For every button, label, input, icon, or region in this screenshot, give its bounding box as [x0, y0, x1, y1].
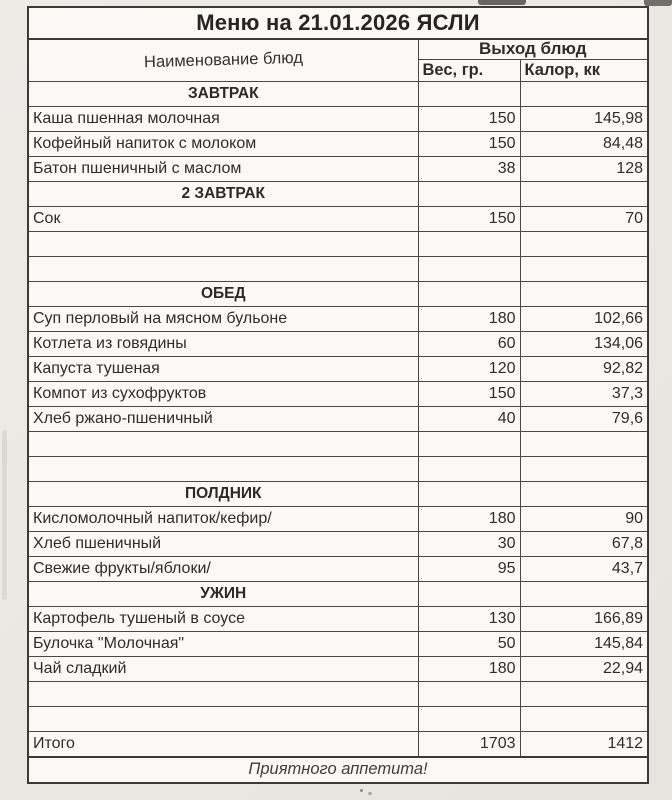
dish-weight: 60: [418, 332, 520, 357]
dish-name: Капуста тушеная: [28, 357, 418, 382]
dish-name: Свежие фрукты/яблоки/: [28, 557, 418, 582]
footer-note: Приятного аппетита!: [28, 757, 648, 783]
dish-name: Хлеб пшеничный: [28, 532, 418, 557]
dish-name: Булочка "Молочная": [28, 632, 418, 657]
dish-calories: 22,94: [520, 657, 648, 682]
total-weight: 1703: [418, 732, 520, 757]
empty-cell: [418, 457, 520, 482]
empty-cell: [28, 682, 418, 707]
dish-name: Кисломолочный напиток/кефир/: [28, 507, 418, 532]
menu-item-row: [28, 132, 648, 157]
empty-cell: [28, 232, 418, 257]
calories-column-header: Калор, кк: [520, 60, 648, 82]
dish-weight: 40: [418, 407, 520, 432]
empty-row: [28, 432, 648, 457]
dish-name: Кофейный напиток с молоком: [28, 132, 418, 157]
dish-name: Чай сладкий: [28, 657, 418, 682]
empty-cell: [520, 257, 648, 282]
empty-calories-cell: [520, 182, 648, 207]
header-row: [28, 39, 648, 60]
dish-weight: 150: [418, 207, 520, 232]
dish-weight: 180: [418, 657, 520, 682]
empty-weight-cell: [418, 182, 520, 207]
dish-calories: 128: [520, 157, 648, 182]
section-row: [28, 282, 648, 307]
menu-item-row: [28, 507, 648, 532]
dish-name: Сок: [28, 207, 418, 232]
name-column-header: Наименование блюд: [143, 49, 303, 72]
section-label: УЖИН: [28, 582, 418, 607]
dish-weight: 150: [418, 107, 520, 132]
output-group-header: Выход блюд: [418, 39, 648, 60]
empty-row: [28, 682, 648, 707]
section-row: [28, 582, 648, 607]
scan-artifact-bottom: [360, 788, 380, 796]
empty-cell: [520, 432, 648, 457]
menu-item-row: [28, 157, 648, 182]
scan-artifact-edge: [2, 430, 7, 600]
menu-item-row: [28, 407, 648, 432]
menu-item-row: [28, 107, 648, 132]
dish-calories: 102,66: [520, 307, 648, 332]
dish-weight: 150: [418, 382, 520, 407]
dish-weight: 38: [418, 157, 520, 182]
empty-cell: [418, 707, 520, 732]
dish-name: Батон пшеничный с маслом: [28, 157, 418, 182]
dish-weight: 130: [418, 607, 520, 632]
dish-name: Компот из сухофруктов: [28, 382, 418, 407]
dish-calories: 90: [520, 507, 648, 532]
footer-row: [28, 757, 648, 783]
menu-item-row: [28, 307, 648, 332]
dish-weight: 30: [418, 532, 520, 557]
empty-weight-cell: [418, 82, 520, 107]
menu-item-row: [28, 332, 648, 357]
dish-calories: 79,6: [520, 407, 648, 432]
empty-cell: [418, 257, 520, 282]
menu-item-row: [28, 607, 648, 632]
section-label: 2 ЗАВТРАК: [28, 182, 418, 207]
section-row: [28, 482, 648, 507]
dish-calories: 43,7: [520, 557, 648, 582]
empty-row: [28, 457, 648, 482]
empty-row: [28, 232, 648, 257]
empty-weight-cell: [418, 282, 520, 307]
section-label: ПОЛДНИК: [28, 482, 418, 507]
menu-item-row: [28, 632, 648, 657]
empty-cell: [28, 457, 418, 482]
section-label: ОБЕД: [28, 282, 418, 307]
empty-cell: [418, 432, 520, 457]
dish-calories: 84,48: [520, 132, 648, 157]
menu-item-row: [28, 382, 648, 407]
dish-calories: 134,06: [520, 332, 648, 357]
total-calories: 1412: [520, 732, 648, 757]
dish-name: Котлета из говядины: [28, 332, 418, 357]
empty-cell: [418, 682, 520, 707]
menu-item-row: [28, 557, 648, 582]
empty-cell: [28, 257, 418, 282]
dish-name: Картофель тушеный в соусе: [28, 607, 418, 632]
page-title: Меню на 21.01.2026 ЯСЛИ: [28, 7, 648, 39]
empty-calories-cell: [520, 482, 648, 507]
empty-cell: [28, 432, 418, 457]
empty-cell: [418, 232, 520, 257]
dish-calories: 92,82: [520, 357, 648, 382]
dish-calories: 37,3: [520, 382, 648, 407]
empty-weight-cell: [418, 582, 520, 607]
scan-artifact-top: [478, 0, 526, 5]
total-row: [28, 732, 648, 757]
empty-cell: [520, 682, 648, 707]
dish-calories: 145,98: [520, 107, 648, 132]
empty-cell: [520, 707, 648, 732]
empty-calories-cell: [520, 82, 648, 107]
dish-name: Суп перловый на мясном бульоне: [28, 307, 418, 332]
dish-name: Каша пшенная молочная: [28, 107, 418, 132]
empty-cell: [520, 232, 648, 257]
empty-cell: [520, 457, 648, 482]
section-row: [28, 182, 648, 207]
section-row: [28, 82, 648, 107]
dish-calories: 166,89: [520, 607, 648, 632]
menu-rows: [28, 82, 648, 757]
dish-calories: 145,84: [520, 632, 648, 657]
empty-row: [28, 257, 648, 282]
weight-column-header: Вес, гр.: [418, 60, 520, 82]
dish-weight: 95: [418, 557, 520, 582]
dish-name: Хлеб ржано-пшеничный: [28, 407, 418, 432]
dish-weight: 180: [418, 307, 520, 332]
menu-table: [27, 6, 649, 784]
empty-weight-cell: [418, 482, 520, 507]
dish-weight: 50: [418, 632, 520, 657]
section-label: ЗАВТРАК: [28, 82, 418, 107]
empty-calories-cell: [520, 282, 648, 307]
menu-item-row: [28, 532, 648, 557]
dish-weight: 150: [418, 132, 520, 157]
total-label: Итого: [28, 732, 418, 757]
dish-weight: 120: [418, 357, 520, 382]
empty-cell: [28, 707, 418, 732]
empty-calories-cell: [520, 582, 648, 607]
title-row: [28, 7, 648, 39]
dish-calories: 70: [520, 207, 648, 232]
dish-weight: 180: [418, 507, 520, 532]
empty-row: [28, 707, 648, 732]
menu-item-row: [28, 207, 648, 232]
menu-item-row: [28, 357, 648, 382]
menu-item-row: [28, 657, 648, 682]
dish-calories: 67,8: [520, 532, 648, 557]
name-column-header-cell: [28, 39, 418, 82]
